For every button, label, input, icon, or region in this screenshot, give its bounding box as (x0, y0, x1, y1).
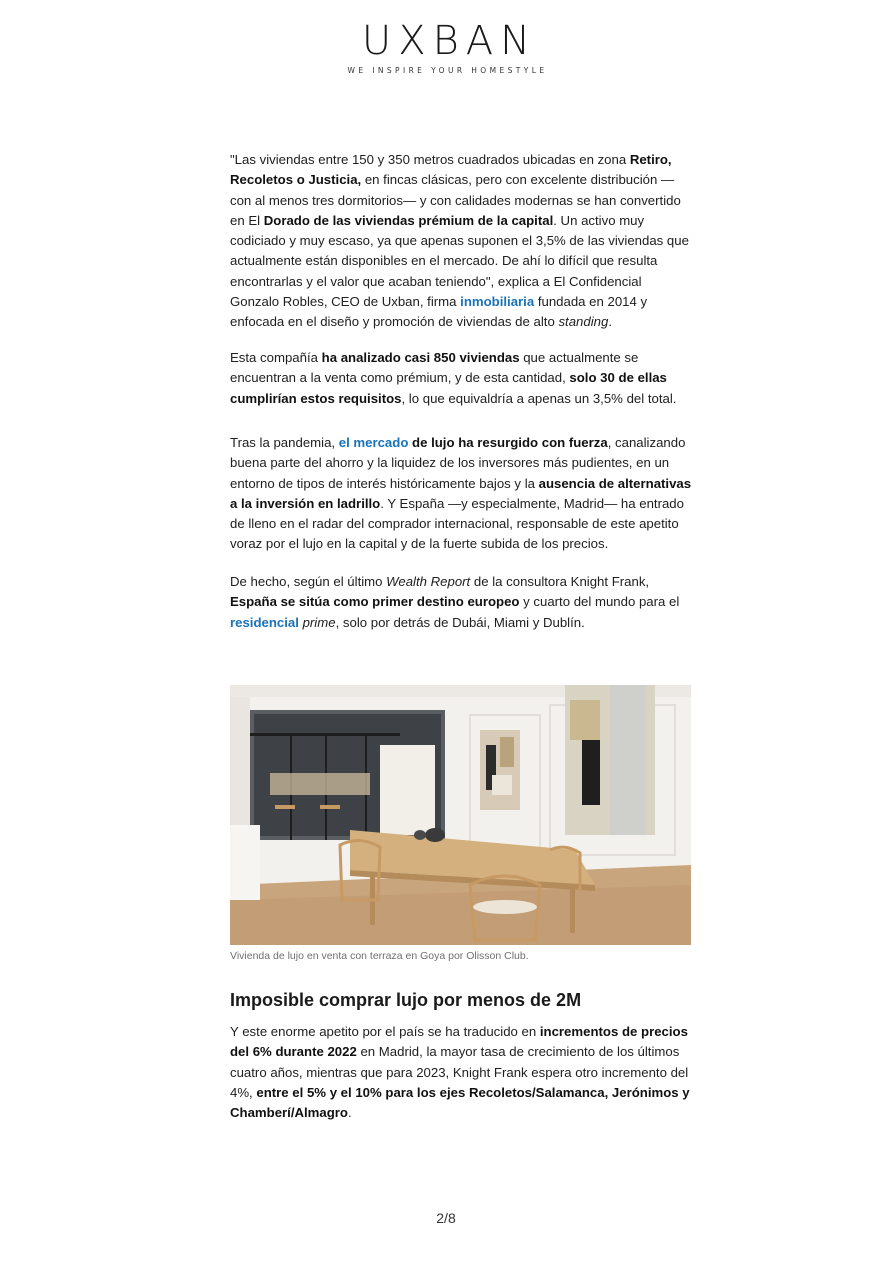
link-residencial[interactable]: residencial (230, 614, 299, 630)
section-heading: Imposible comprar lujo por menos de 2M (230, 990, 582, 1010)
link-inmobiliaria[interactable]: inmobiliaria (460, 294, 535, 310)
brand-logo: UXBAN (361, 18, 538, 64)
link-el-mercado[interactable]: el mercado (338, 435, 409, 450)
brand-tagline: WE INSPIRE YOUR HOMESTYLE (347, 66, 548, 75)
dining-room-illustration (230, 685, 691, 945)
page-number: 2/8 (436, 1210, 456, 1226)
paragraph-3: Tras la pandemia, el mercado de lujo ha resurgido con fuerza, canalizando buena parte del ahorro y la liquidez de los inversores más pudientes, en un entorno de tipos de interés históricamente bajos y la ausencia de alternativas a la inversión en ladrillo. Y España —y especialmente, Madrid— ha entrado de lleno en el radar del comprador internacional, responsable de este apetito voraz por el lujo en la capital y de la fuerte subida de los precios. (230, 435, 692, 552)
paragraph-4: De hecho, según el último Wealth Report de la consultora Knight Frank, España se sitúa como primer destino europeo y cuarto del mundo para el residencial prime, solo por detrás de Dubái, Miami y Dublín. (230, 574, 680, 630)
paragraph-2: Esta compañía ha analizado casi 850 viviendas que actualmente se encuentran a la venta como prémium, y de esta cantidad, solo 30 de ellas cumplirían estos requisitos, lo que equivaldría a apenas un 3,5% del total. (230, 350, 677, 406)
paragraph-5: Y este enorme apetito por el país se ha traducido en incrementos de precios del 6% durante 2022 en Madrid, la mayor tasa de crecimiento de los últimos cuatro años, mientras que para 2023, Knight Frank espera otro incremento del 4%, entre el 5% y el 10% para los ejes Recoletos/Salamanca, Jerónimos y Chamberí/Almagro. (230, 1024, 690, 1121)
article-photo (230, 685, 691, 945)
photo-caption: Vivienda de lujo en venta con terraza en Goya por Olisson Club. (230, 950, 529, 962)
brand-header (0, 18, 892, 75)
paragraph-1: "Las viviendas entre 150 y 350 metros cuadrados ubicadas en zona Retiro, Recoletos o Justicia, en fincas clásicas, pero con excelente distribución —con al menos tres dormitorios— y con calidades modernas se han convertido en El Dorado de las viviendas prémium de la capital. Un activo muy codiciado y muy escaso, ya que apenas suponen el 3,5% de las viviendas que actualmente están disponibles en el mercado. De ahí lo difícil que resulta encontrarlas y el valor que acaban teniendo", explica a El Confidencial Gonzalo Robles, CEO de Uxban, firma inmobiliaria fundada en 2014 y enfocada en el diseño y promoción de viviendas de alto standing. (230, 152, 689, 330)
